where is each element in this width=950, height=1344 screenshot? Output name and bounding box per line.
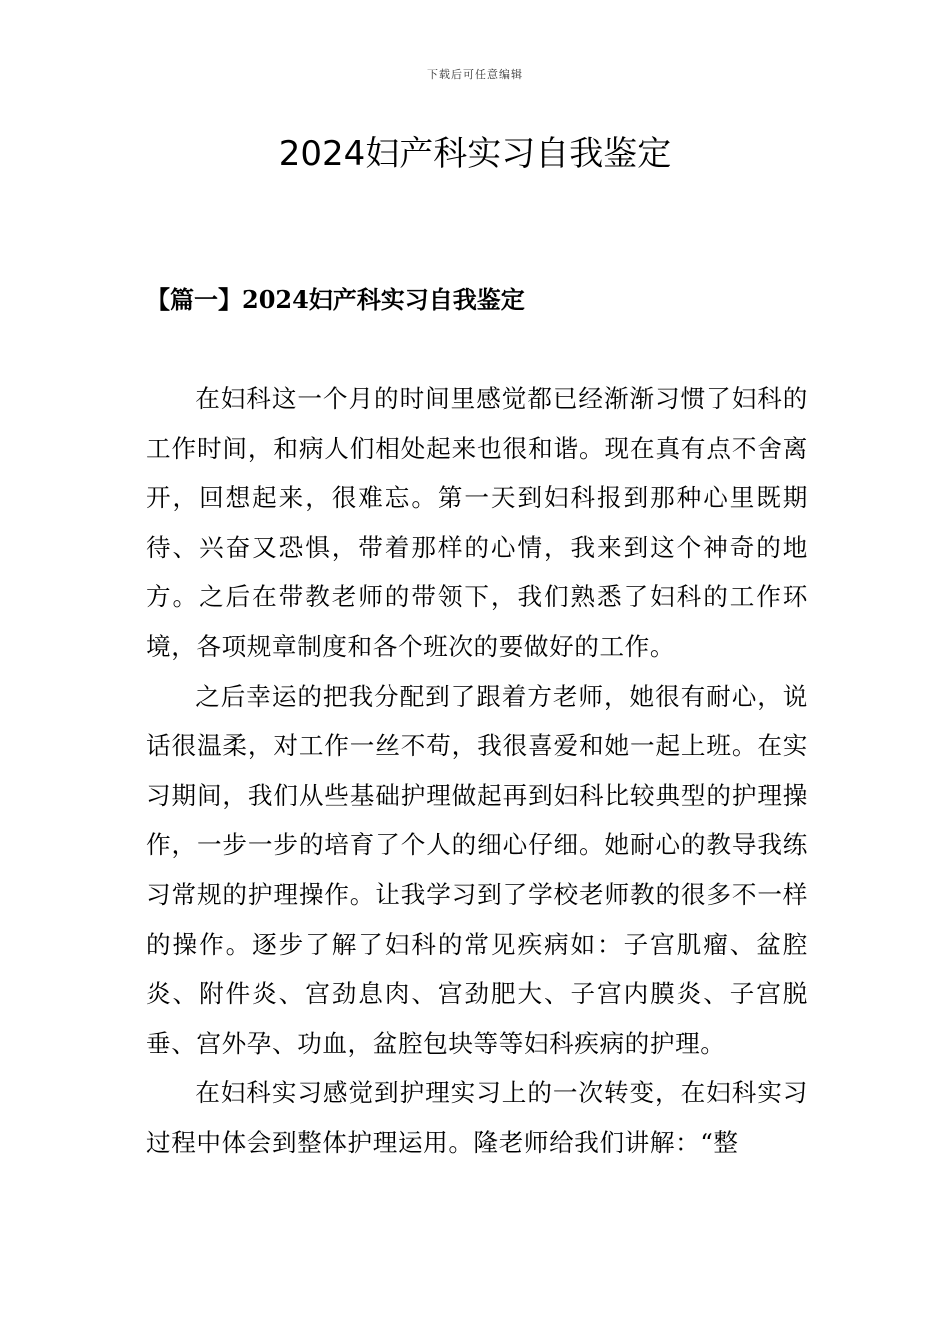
paragraph-3: 在妇科实习感觉到护理实习上的一次转变，在妇科实习过程中体会到整体护理运用。隆老师给我们讲解：“整 <box>146 1078 808 1157</box>
document-title: 2024妇产科实习自我鉴定 <box>278 134 672 174</box>
document-body <box>146 374 808 1168</box>
paragraph-1: 在妇科这一个月的时间里感觉都已经渐渐习惯了妇科的工作时间，和病人们相处起来也很和谐。现在真有点不舍离开，回想起来，很难忘。第一天到妇科报到那种心里既期待、兴奋又恐惧，带着那样的心情，我来到这个神奇的地方。之后在带教老师的带领下，我们熟悉了妇科的工作环境，各项规章制度和各个班次的要做好的工作。 <box>146 384 808 661</box>
header-note: 下载后可任意编辑 <box>427 68 523 81</box>
paragraph-2: 之后幸运的把我分配到了跟着方老师，她很有耐心，说话很温柔，对工作一丝不苟，我很喜爱和她一起上班。在实习期间，我们从些基础护理做起再到妇科比较典型的护理操作，一步一步的培育了个人的细心仔细。她耐心的教导我练习常规的护理操作。让我学习到了学校老师教的很多不一样的操作。逐步了解了妇科的常见疾病如：子宫肌瘤、盆腔炎、附件炎、宫劲息肉、宫劲肥大、子宫内膜炎、子宫脱垂、宫外孕、功血，盆腔包块等等妇科疾病的护理。 <box>146 681 808 1058</box>
section-heading: 【篇一】2024妇产科实习自我鉴定 <box>146 285 525 314</box>
